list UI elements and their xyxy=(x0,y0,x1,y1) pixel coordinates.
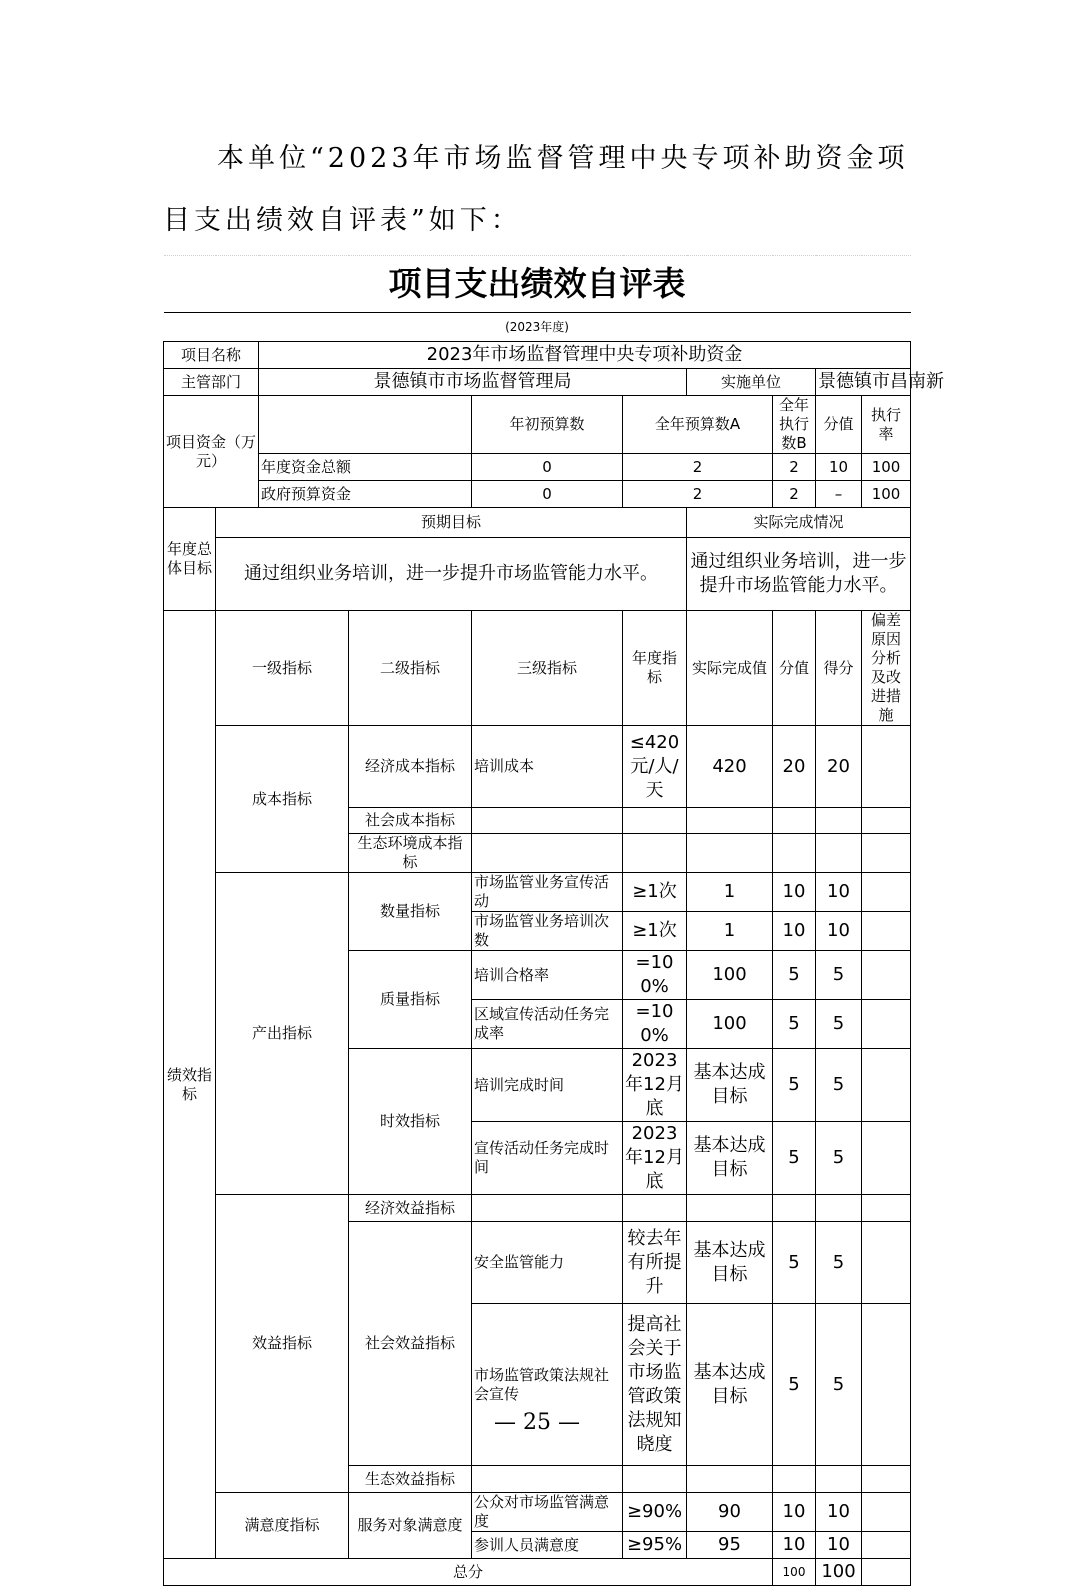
target-cell: ≤420元/人/天 xyxy=(623,726,687,808)
l3-cell: 培训合格率 xyxy=(472,951,623,1000)
funds-header: 全年预算数A xyxy=(623,396,773,454)
funds-cell: – xyxy=(816,481,862,508)
total-score: 100 xyxy=(816,1559,862,1586)
goal-label: 年度总体目标 xyxy=(164,508,216,611)
funds-header: 年初预算数 xyxy=(472,396,623,454)
funds-cell: 100 xyxy=(862,454,911,481)
funds-cell: 0 xyxy=(472,454,623,481)
actual-cell: 90 xyxy=(687,1493,773,1532)
total-value: 100 xyxy=(773,1559,816,1586)
perf-header: 得分 xyxy=(816,611,862,726)
actual-label: 实际完成情况 xyxy=(687,508,911,538)
total-label: 总分 xyxy=(164,1559,773,1586)
funds-cell: 2 xyxy=(773,454,816,481)
score-value-cell: 20 xyxy=(773,726,816,808)
impl-label: 实施单位 xyxy=(687,369,816,396)
score-cell: 10 xyxy=(816,912,862,951)
score-cell: 5 xyxy=(816,1000,862,1049)
score-cell: 10 xyxy=(816,1532,862,1559)
funds-cell: 2 xyxy=(623,481,773,508)
funds-cell: 10 xyxy=(816,454,862,481)
actual-cell: 基本达成目标 xyxy=(687,1222,773,1304)
benefit-l2-economic: 经济效益指标 xyxy=(349,1195,472,1222)
output-l1: 产出指标 xyxy=(216,873,349,1195)
target-cell: ≥1次 xyxy=(623,873,687,912)
l3-cell: 培训成本 xyxy=(472,726,623,808)
benefit-l1: 效益指标 xyxy=(216,1195,349,1493)
deviation-cell xyxy=(862,1049,911,1122)
deviation-cell xyxy=(862,1000,911,1049)
target-cell: 2023年12月底 xyxy=(623,1122,687,1195)
deviation-cell xyxy=(862,1532,911,1559)
l3-cell: 市场监管政策法规社会宣传 xyxy=(472,1304,623,1466)
table-title: 项目支出绩效自评表 xyxy=(164,256,911,313)
perf-header: 偏差原因分析及改进措施 xyxy=(862,611,911,726)
actual-cell: 95 xyxy=(687,1532,773,1559)
deviation-cell xyxy=(862,912,911,951)
satisfaction-l1: 满意度指标 xyxy=(216,1493,349,1559)
funds-header: 分值 xyxy=(816,396,862,454)
l3-cell: 公众对市场监管满意度 xyxy=(472,1493,623,1532)
funds-cell: 2 xyxy=(773,481,816,508)
score-value-cell: 10 xyxy=(773,1493,816,1532)
actual-cell: 100 xyxy=(687,951,773,1000)
benefit-l2-eco: 生态效益指标 xyxy=(349,1466,472,1493)
l3-cell: 市场监管业务宣传活动 xyxy=(472,873,623,912)
total-deviation xyxy=(862,1559,911,1586)
deviation-cell xyxy=(862,951,911,1000)
score-value-cell: 5 xyxy=(773,1304,816,1466)
project-name-label: 项目名称 xyxy=(164,342,259,369)
dept-value: 景德镇市市场监督管理局 xyxy=(259,369,687,396)
score-value-cell: 10 xyxy=(773,873,816,912)
target-cell: =100% xyxy=(623,951,687,1000)
target-cell: ≥95% xyxy=(623,1532,687,1559)
actual-goal: 通过组织业务培训，进一步提升市场监管能力水平。 xyxy=(687,538,911,611)
impl-value: 景德镇市昌南新 xyxy=(816,369,911,396)
cost-l1: 成本指标 xyxy=(216,726,349,873)
score-value-cell: 10 xyxy=(773,1532,816,1559)
l3-cell: 安全监管能力 xyxy=(472,1222,623,1304)
l3-cell: 宣传活动任务完成时间 xyxy=(472,1122,623,1195)
perf-header: 分值 xyxy=(773,611,816,726)
target-cell: =100% xyxy=(623,1000,687,1049)
actual-cell: 基本达成目标 xyxy=(687,1304,773,1466)
actual-cell: 基本达成目标 xyxy=(687,1049,773,1122)
deviation-cell xyxy=(862,1493,911,1532)
actual-cell: 1 xyxy=(687,873,773,912)
page-number: — 25 — xyxy=(494,1410,580,1435)
cost-l2-eco: 生态环境成本指标 xyxy=(349,834,472,873)
actual-cell: 1 xyxy=(687,912,773,951)
target-cell: 较去年有所提升 xyxy=(623,1222,687,1304)
target-cell: ≥1次 xyxy=(623,912,687,951)
output-l2-time: 时效指标 xyxy=(349,1049,472,1195)
funds-header: 全年执行数B xyxy=(773,396,816,454)
actual-cell: 420 xyxy=(687,726,773,808)
intro-paragraph: 本单位“2023年市场监督管理中央专项补助资金项目支出绩效自评表”如下： xyxy=(163,143,909,236)
l3-cell: 市场监管业务培训次数 xyxy=(472,912,623,951)
perf-header: 二级指标 xyxy=(349,611,472,726)
benefit-l2-social: 社会效益指标 xyxy=(349,1222,472,1466)
expected-goal: 通过组织业务培训，进一步提升市场监管能力水平。 xyxy=(216,538,687,611)
score-cell: 5 xyxy=(816,951,862,1000)
target-cell: 2023年12月底 xyxy=(623,1049,687,1122)
performance-table xyxy=(163,255,944,1586)
cost-l2-economic: 经济成本指标 xyxy=(349,726,472,808)
funds-cell: 2 xyxy=(623,454,773,481)
score-cell: 5 xyxy=(816,1122,862,1195)
perf-header: 一级指标 xyxy=(216,611,349,726)
dept-label: 主管部门 xyxy=(164,369,259,396)
target-cell: ≥90% xyxy=(623,1493,687,1532)
satisfaction-l2: 服务对象满意度 xyxy=(349,1493,472,1559)
deviation-cell xyxy=(862,726,911,808)
cost-l2-social: 社会成本指标 xyxy=(349,808,472,834)
expected-label: 预期目标 xyxy=(216,508,687,538)
funds-header-blank xyxy=(259,396,472,454)
score-value-cell: 5 xyxy=(773,951,816,1000)
score-cell: 20 xyxy=(816,726,862,808)
l3-cell: 区域宣传活动任务完成率 xyxy=(472,1000,623,1049)
deviation-cell xyxy=(862,1222,911,1304)
output-l2-quality: 质量指标 xyxy=(349,951,472,1049)
score-cell: 10 xyxy=(816,1493,862,1532)
score-cell: 5 xyxy=(816,1222,862,1304)
output-l2-quantity: 数量指标 xyxy=(349,873,472,951)
perf-label: 绩效指标 xyxy=(164,611,216,1559)
score-cell: 10 xyxy=(816,873,862,912)
funds-cell: 0 xyxy=(472,481,623,508)
score-cell: 5 xyxy=(816,1049,862,1122)
actual-cell: 100 xyxy=(687,1000,773,1049)
target-cell: 提高社会关于市场监管政策法规知晓度 xyxy=(623,1304,687,1466)
score-value-cell: 5 xyxy=(773,1122,816,1195)
deviation-cell xyxy=(862,1304,911,1466)
deviation-cell xyxy=(862,873,911,912)
l3-cell: 培训完成时间 xyxy=(472,1049,623,1122)
project-name: 2023年市场监督管理中央专项补助资金 xyxy=(259,342,911,369)
funds-row-label: 政府预算资金 xyxy=(259,481,472,508)
perf-header: 三级指标 xyxy=(472,611,623,726)
perf-header: 实际完成值 xyxy=(687,611,773,726)
l3-cell: 参训人员满意度 xyxy=(472,1532,623,1559)
funds-header: 执行率 xyxy=(862,396,911,454)
score-value-cell: 5 xyxy=(773,1222,816,1304)
score-value-cell: 10 xyxy=(773,912,816,951)
score-value-cell: 5 xyxy=(773,1049,816,1122)
table-year: (2023年度) xyxy=(164,313,911,342)
actual-cell: 基本达成目标 xyxy=(687,1122,773,1195)
score-cell: 5 xyxy=(816,1304,862,1466)
perf-header: 年度指标 xyxy=(623,611,687,726)
score-value-cell: 5 xyxy=(773,1000,816,1049)
funds-row-label: 年度资金总额 xyxy=(259,454,472,481)
funds-cell: 100 xyxy=(862,481,911,508)
deviation-cell xyxy=(862,1122,911,1195)
funds-label: 项目资金（万元） xyxy=(164,396,259,508)
